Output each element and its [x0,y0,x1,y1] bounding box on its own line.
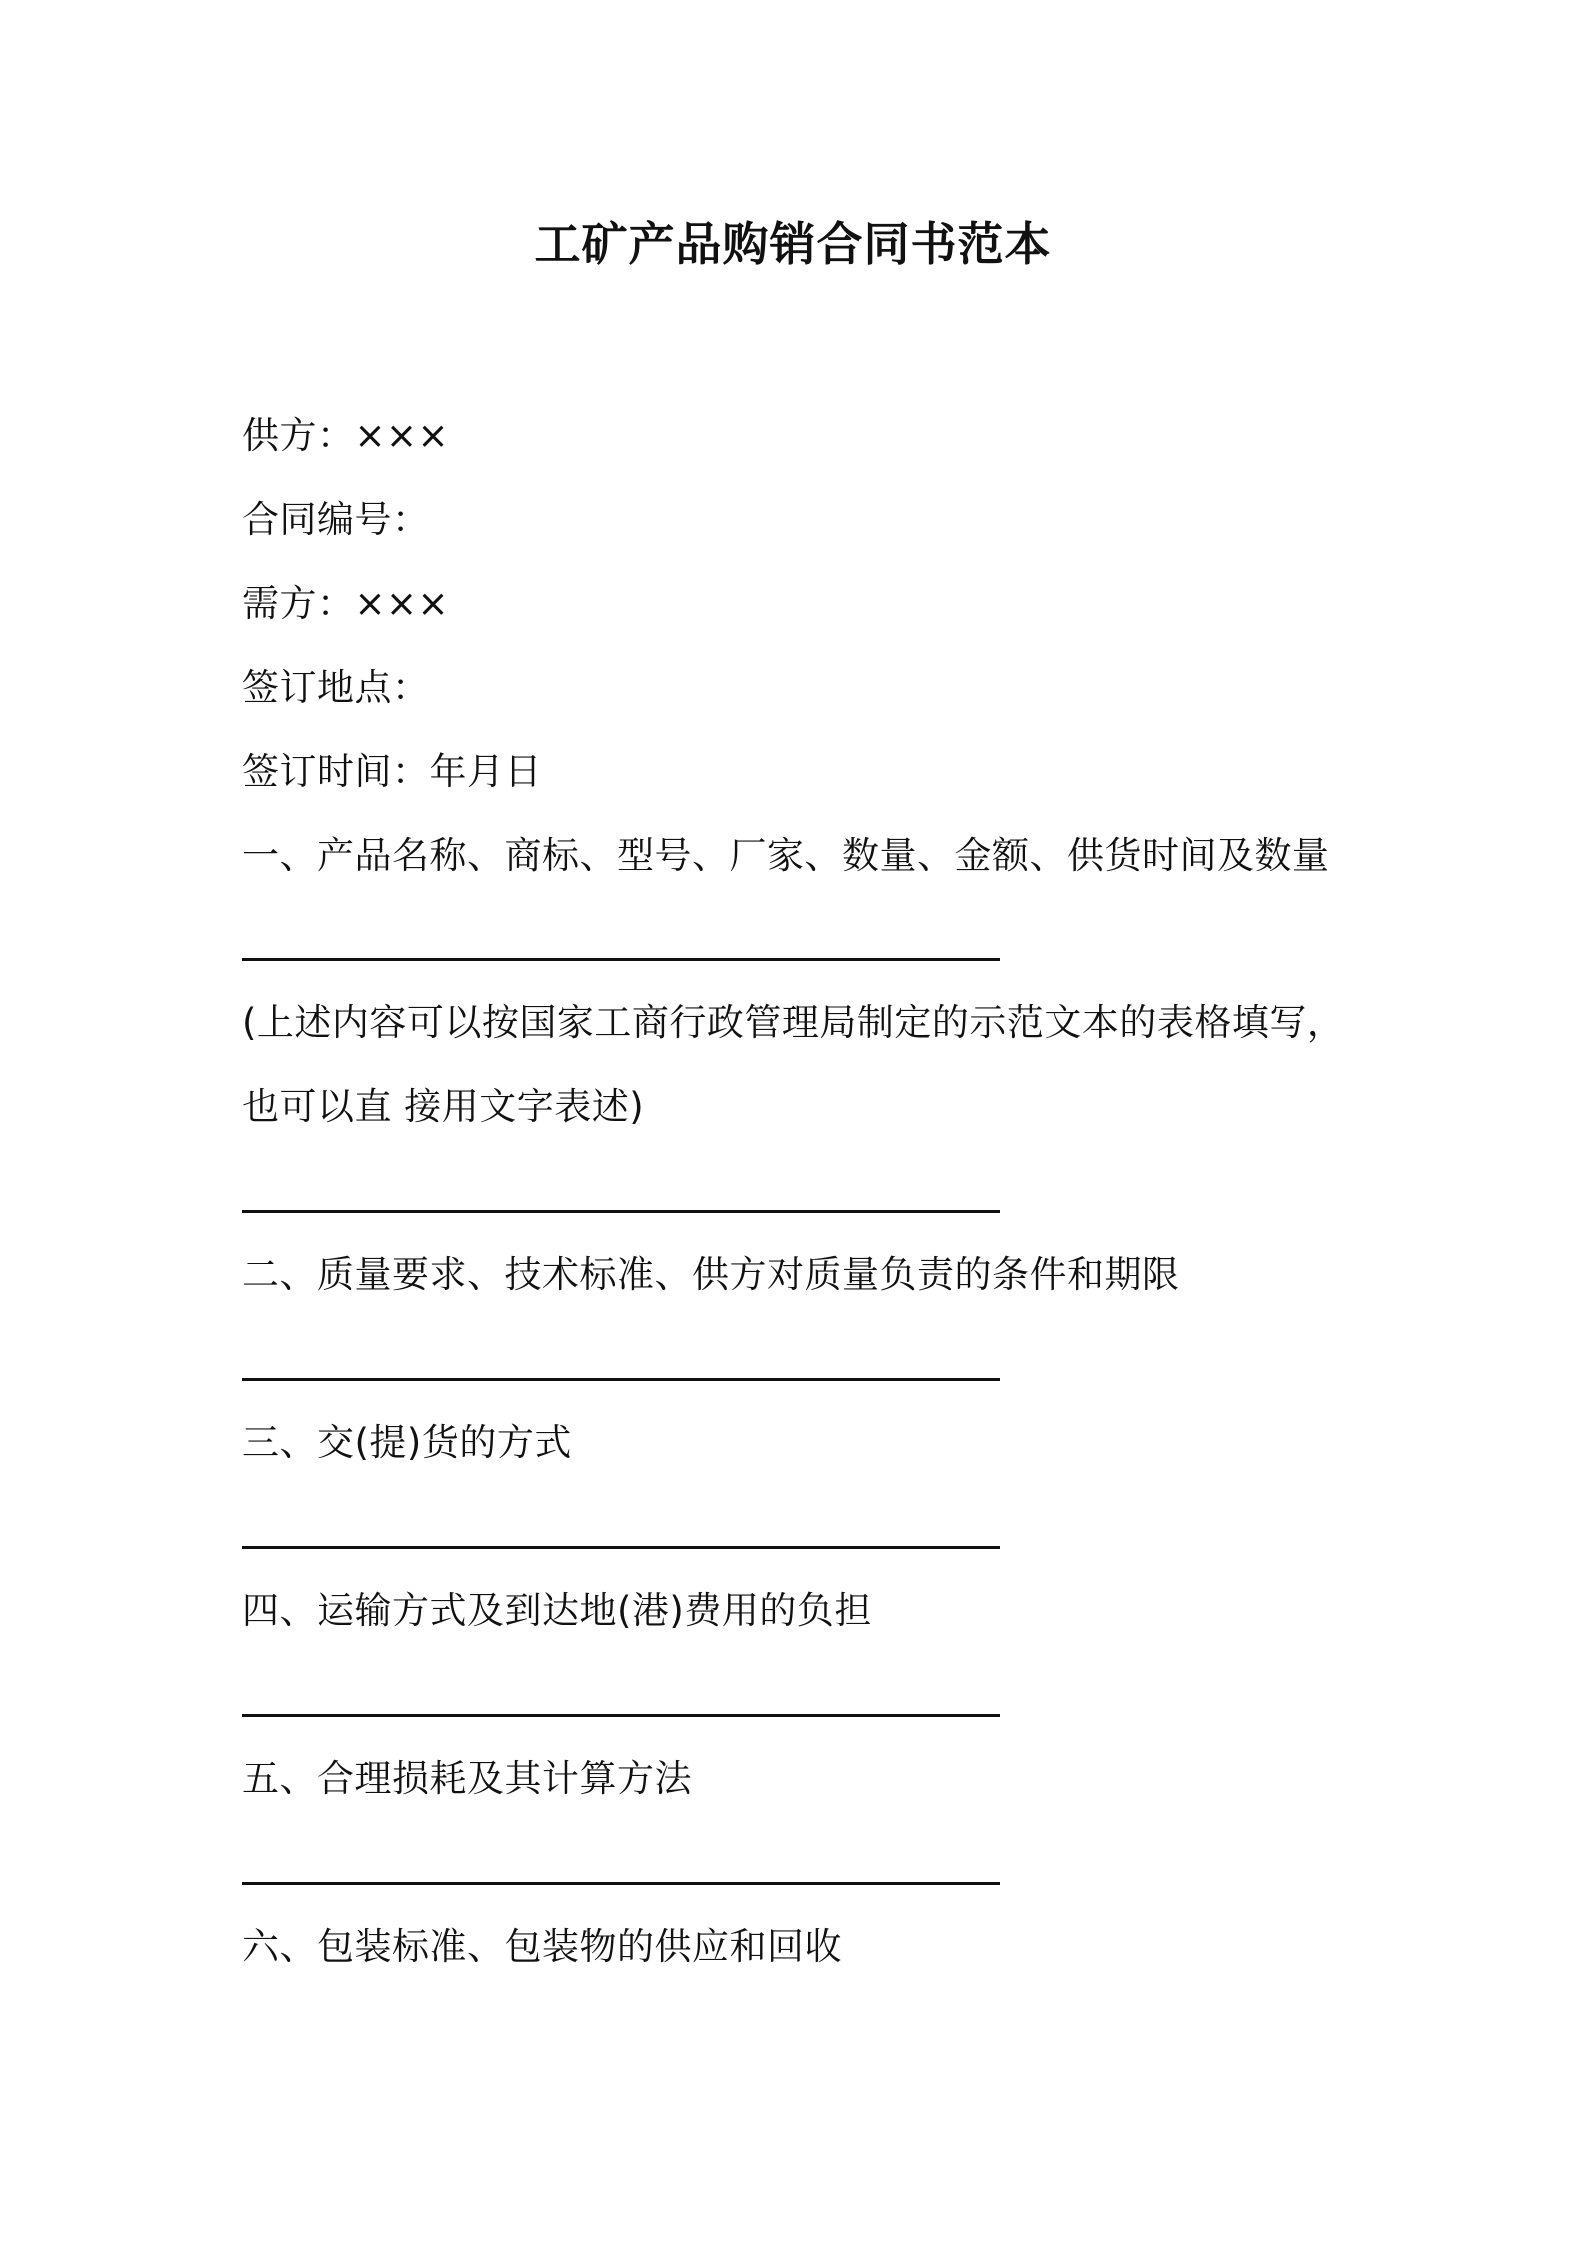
section-6-heading: 六、包装标准、包装物的供应和回收 [242,1925,842,1968]
section-5-blank-line [242,1882,1000,1885]
contract-number-field: 合同编号： [242,498,430,541]
document-title: 工矿产品购销合同书范本 [534,217,1052,271]
section-1-blank-line-a [242,958,1000,961]
section-1-note-line-1: (上述内容可以按国家工商行政管理局制定的示范文本的表格填写， [242,1001,1345,1044]
section-2-heading: 二、质量要求、技术标准、供方对质量负责的条件和期限 [242,1253,1180,1296]
section-4-heading: 四、运输方式及到达地(港)费用的负担 [242,1589,872,1632]
signing-place-field: 签订地点： [242,666,430,709]
section-1-note-line-2: 也可以直 接用文字表述) [242,1085,645,1128]
signing-date-field: 签订时间：年月日 [242,750,542,793]
section-4-blank-line [242,1714,1000,1717]
buyer-field: 需方：××× [242,582,450,625]
section-3-heading: 三、交(提)货的方式 [242,1421,572,1464]
section-3-blank-line [242,1546,1000,1549]
supplier-field: 供方：××× [242,414,450,457]
section-1-blank-line-b [242,1210,1000,1213]
section-1-heading: 一、产品名称、商标、型号、厂家、数量、金额、供货时间及数量 [242,834,1330,877]
section-5-heading: 五、合理损耗及其计算方法 [242,1757,692,1800]
section-2-blank-line [242,1378,1000,1381]
